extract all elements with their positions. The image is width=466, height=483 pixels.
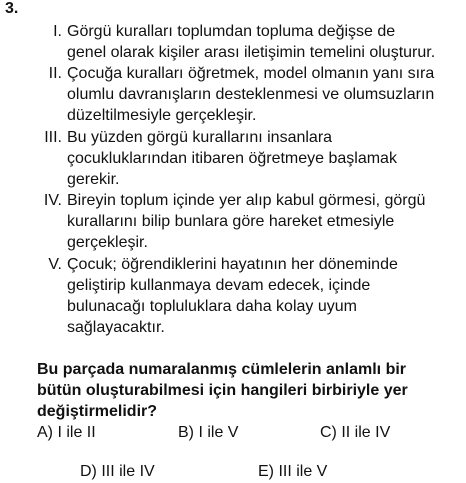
text-line: kurallarını bilip bunlara göre hareket etmesiyle <box>67 213 395 230</box>
text-line: geliştirip kullanmaya devam edecek, içinde <box>67 277 371 294</box>
text-line: bulunacağı topluluklara daha kolay uyum <box>67 298 357 315</box>
text-line: sağlayacaktır. <box>67 319 165 336</box>
statement-text <box>67 127 462 190</box>
question-line: değiştirmelidir? <box>37 403 158 420</box>
roman-numeral: III. <box>44 129 62 146</box>
text-line: Bu yüzden görgü kurallarını insanlara <box>67 129 333 146</box>
roman-numeral: V. <box>48 256 62 273</box>
text-line: Çocuğa kuralları öğretmek, model olmanın yanı sıra <box>67 65 435 82</box>
text-line: gerekir. <box>67 171 120 188</box>
option-c[interactable]: C) II ile IV <box>320 424 391 441</box>
text-line: Çocuk; öğrendiklerini hayatının her döneminde <box>67 256 398 273</box>
option-d[interactable]: D) III ile IV <box>80 463 155 480</box>
option-a[interactable]: A) I ile II <box>37 424 96 441</box>
question-line: Bu parçada numaralanmış cümlelerin anlamlı bir <box>37 361 407 378</box>
question-stem <box>37 359 462 422</box>
text-line: gerçekleşir. <box>67 234 148 251</box>
statement-text <box>67 254 462 338</box>
text-line: olumlu davranışların desteklenmesi ve olumsuzların <box>67 86 435 103</box>
statement-text <box>67 63 462 126</box>
question-number: 3. <box>5 0 19 17</box>
statement-text <box>67 21 462 63</box>
option-b[interactable]: B) I ile V <box>178 424 239 441</box>
option-e[interactable]: E) III ile V <box>258 463 328 480</box>
question-line: bütün oluşturabilmesi için hangileri birbiriyle yer <box>37 382 408 399</box>
text-line: çocukluklarından itibaren öğretmeye başlamak <box>67 150 397 167</box>
roman-numeral: IV. <box>43 192 62 209</box>
text-line: genel olarak kişiler arası iletişimin temelini oluşturur. <box>67 44 436 61</box>
text-line: Bireyin toplum içinde yer alıp kabul görmesi, görgü <box>67 192 426 209</box>
text-line: Görgü kuralları toplumdan topluma değişse de <box>67 23 396 40</box>
roman-numeral: I. <box>53 23 62 40</box>
text-line: düzeltilmesiyle gerçekleşir. <box>67 107 257 124</box>
roman-numeral: II. <box>48 65 62 82</box>
statement-text <box>67 190 462 253</box>
